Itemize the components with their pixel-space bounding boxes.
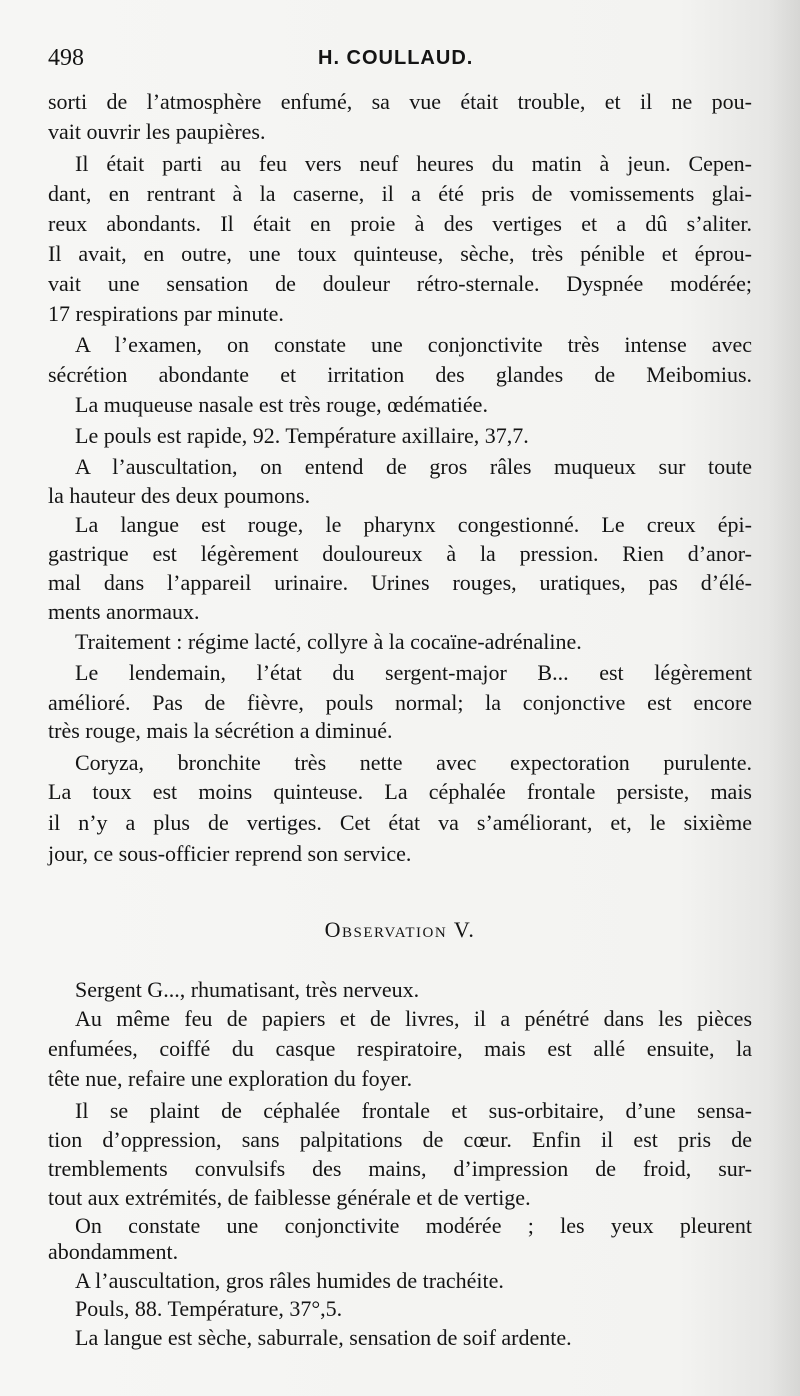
text-line: La langue est rouge, le pharynx congestionné. Le creux épi- [75,512,752,537]
text-line: Le lendemain, l’état du sergent-major B... est légèrement [75,660,752,685]
running-head [48,40,752,76]
text-line: A l’examen, on constate une conjonctivite très intense avec [75,332,752,357]
text-line: reux abondants. Il était en proie à des vertiges et a dû s’aliter. [48,211,752,236]
text-line: vait ouvrir les paupières. [48,119,266,144]
text-line: sécrétion abondante et irritation des glandes de Meibomius. [48,362,752,387]
text-line: il n’y a plus de vertiges. Cet état va s’améliorant, et, le sixième [48,810,752,835]
text-line: Il se plaint de céphalée frontale et sus-orbitaire, d’une sensa- [75,1098,752,1123]
text-line: 17 respirations par minute. [48,301,284,326]
text-line: A l’auscultation, on entend de gros râles muqueux sur toute [75,454,752,479]
text-line: On constate une conjonctivite modérée ; les yeux pleurent [75,1213,752,1238]
text-line: Au même feu de papiers et de livres, il a pénétré dans les pièces [75,1006,752,1031]
text-line: Traitement : régime lacté, collyre à la cocaïne-adrénaline. [75,629,582,654]
text-line: Coryza, bronchite très nette avec expectoration purulente. [75,750,752,775]
text-line: sorti de l’atmosphère enfumé, sa vue était trouble, et il ne pou- [48,89,752,114]
running-title: H. COULLAUD. [318,47,474,69]
text-line: vait une sensation de douleur rétro-sternale. Dyspnée modérée; [48,271,752,296]
text-line: La toux est moins quinteuse. La céphalée frontale persiste, mais [48,779,752,804]
text-line: tion d’oppression, sans palpitations de cœur. Enfin il est pris de [48,1127,752,1152]
text-line: Il avait, en outre, une toux quinteuse, sèche, très pénible et éprou- [48,241,752,266]
text-line: très rouge, mais la sécrétion a diminué. [48,718,393,743]
observation-heading: Observation V. [324,917,476,942]
text-line: Pouls, 88. Température, 37°,5. [75,1296,343,1321]
text-line: Le pouls est rapide, 92. Température axillaire, 37,7. [75,423,529,448]
text-line: Sergent G..., rhumatisant, très nerveux. [75,977,420,1002]
text-line: abondamment. [48,1239,179,1264]
text-line: amélioré. Pas de fièvre, pouls normal; la conjonctive est encore [48,690,752,715]
text-line: Il était parti au feu vers neuf heures du matin à jeun. Cepen- [75,151,752,176]
text-line: enfumées, coiffé du casque respiratoire, mais est allé ensuite, la [48,1036,752,1061]
page-number: 498 [48,45,84,71]
text-line: tout aux extrémités, de faiblesse générale et de vertige. [48,1185,531,1210]
text-line: dant, en rentrant à la caserne, il a été pris de vomissements glai- [48,181,752,206]
text-line: La langue est sèche, saburrale, sensation de soif ardente. [75,1325,572,1350]
text-line: tremblements convulsifs des mains, d’impression de froid, sur- [48,1156,752,1181]
text-line: jour, ce sous-officier reprend son service. [48,841,412,866]
text-line: ments anormaux. [48,599,200,624]
text-line: gastrique est légèrement douloureux à la pression. Rien d’anor- [48,541,752,566]
text-line: A l’auscultation, gros râles humides de trachéite. [75,1268,504,1293]
text-line: la hauteur des deux poumons. [48,483,311,508]
text-line: tête nue, refaire une exploration du foyer. [48,1066,413,1091]
text-line: La muqueuse nasale est très rouge, œdématiée. [75,392,488,417]
text-line: mal dans l’appareil urinaire. Urines rouges, uratiques, pas d’élé- [48,570,752,595]
